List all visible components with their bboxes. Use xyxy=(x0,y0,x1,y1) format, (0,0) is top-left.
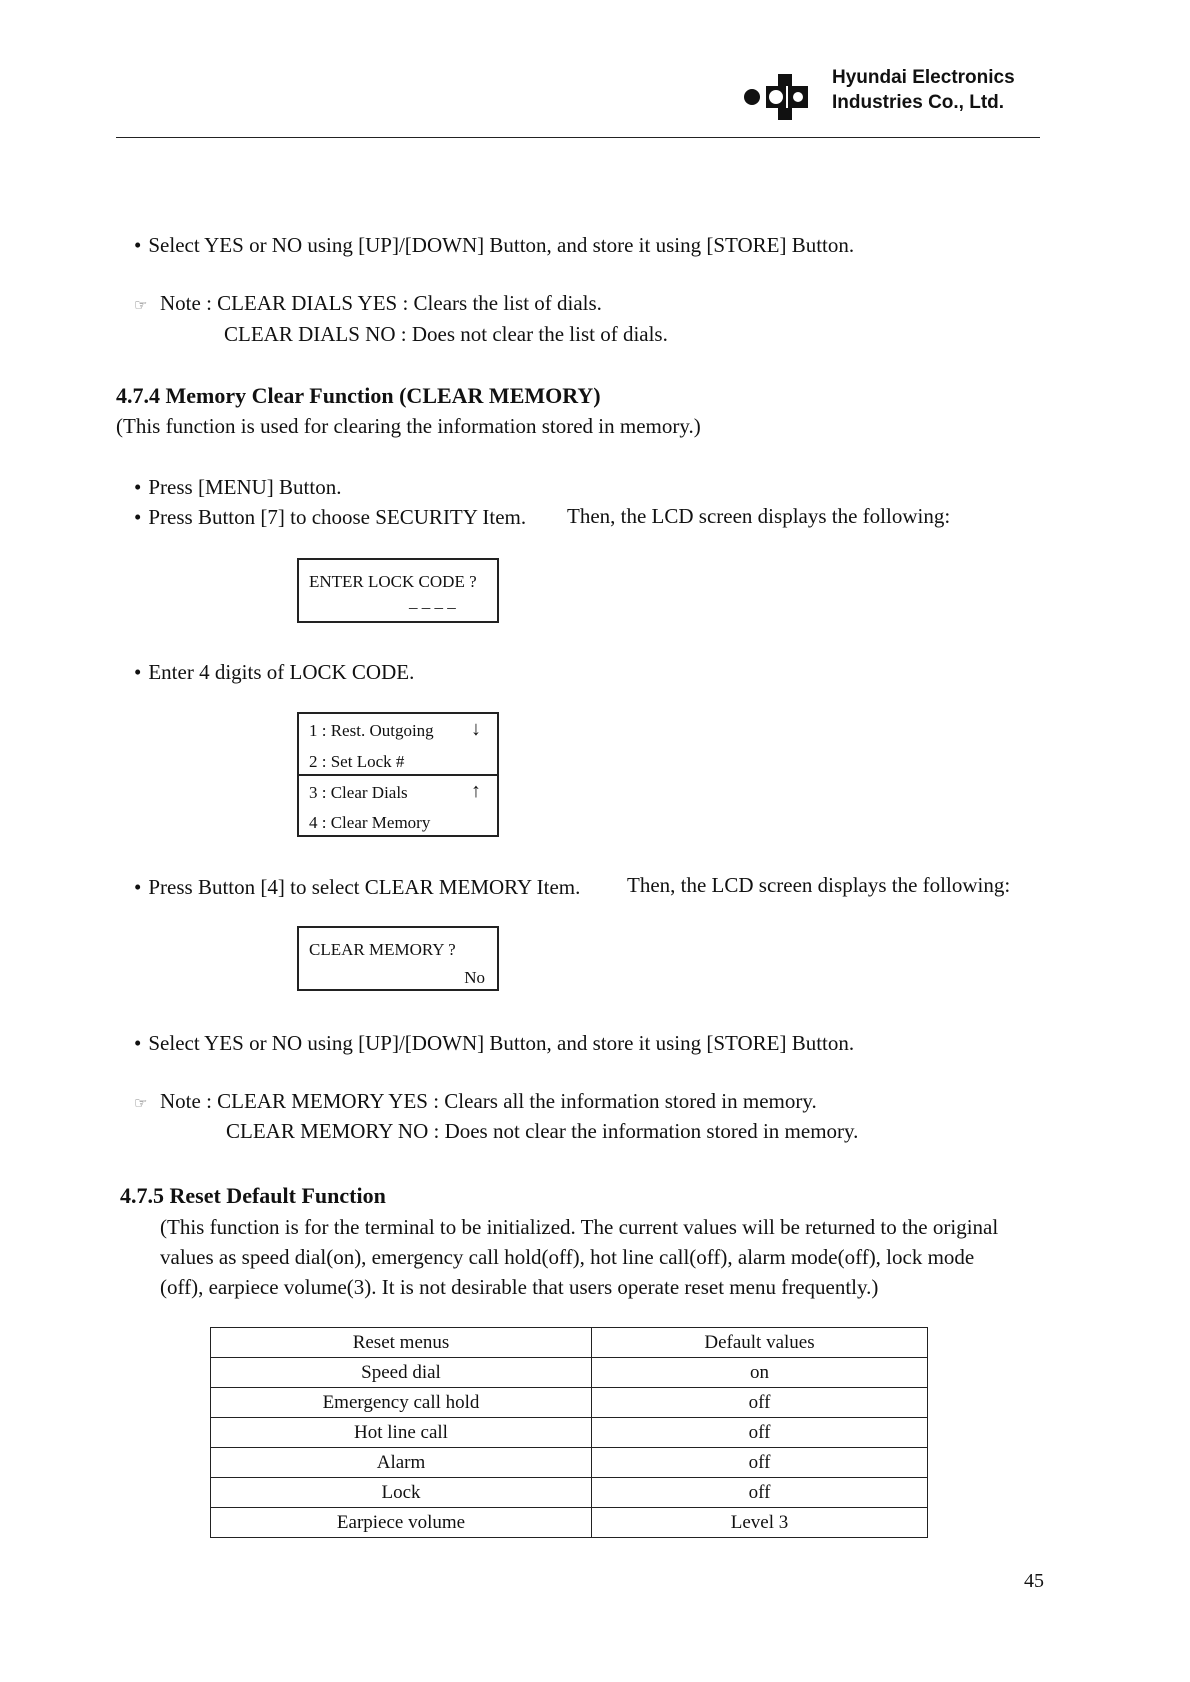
bullet-press-7: • Press Button [7] to choose SECURITY Item. xyxy=(134,504,526,530)
section-475-line1: (This function is for the terminal to be initialized. The current values will be returned to the original xyxy=(160,1215,999,1239)
table-header-default-values: Default values xyxy=(592,1328,928,1358)
pointing-hand-icon: ☞ xyxy=(134,298,148,314)
table-row xyxy=(211,1478,928,1508)
lcd-menu-divider xyxy=(299,774,497,776)
lcd-menu-item-2: 2 : Set Lock # xyxy=(309,752,405,771)
bullet-select-yes-no-dials: • Select YES or NO using [UP]/[DOWN] Button, and store it using [STORE] Button. xyxy=(134,232,854,258)
table-cell-value: off xyxy=(592,1418,928,1448)
note-clear-memory xyxy=(134,1088,817,1117)
lcd-menu-item-4: 4 : Clear Memory xyxy=(309,813,431,832)
table-cell-menu: Earpiece volume xyxy=(211,1508,592,1538)
lcd-security-menu xyxy=(297,712,499,837)
note-clear-dials xyxy=(134,290,602,319)
table-cell-value: Level 3 xyxy=(592,1508,928,1538)
lcd-displays-text-1: Then, the LCD screen displays the following: xyxy=(567,504,951,528)
bullet-press-menu: • Press [MENU] Button. xyxy=(134,474,341,500)
company-name-line1: Hyundai Electronics xyxy=(832,67,1015,88)
lcd-lock-code-placeholder: _ _ _ _ xyxy=(409,592,456,611)
arrow-down-icon: ↓ xyxy=(471,718,481,740)
note-clear-dials-no: CLEAR DIALS NO : Does not clear the list of dials. xyxy=(224,322,668,346)
lcd-clear-memory-value: No xyxy=(464,968,485,987)
note-clear-dials-yes: Note : CLEAR DIALS YES : Clears the list of dials. xyxy=(160,291,602,315)
table-row xyxy=(211,1448,928,1478)
bullet-enter-lock-code: • Enter 4 digits of LOCK CODE. xyxy=(134,659,414,685)
table-row xyxy=(211,1358,928,1388)
reset-defaults-table xyxy=(210,1327,928,1538)
lcd-clear-memory xyxy=(297,926,499,991)
lcd-enter-lock-code-prompt: ENTER LOCK CODE ? xyxy=(309,572,477,591)
table-cell-value: off xyxy=(592,1478,928,1508)
lcd-displays-text-2: Then, the LCD screen displays the following: xyxy=(627,873,1011,897)
table-header-row xyxy=(211,1328,928,1358)
bullet-press-4: • Press Button [4] to select CLEAR MEMORY Item. xyxy=(134,874,580,900)
arrow-up-icon: ↑ xyxy=(471,780,481,802)
note-clear-memory-no: CLEAR MEMORY NO : Does not clear the information stored in memory. xyxy=(226,1119,859,1143)
section-heading-474: 4.7.4 Memory Clear Function (CLEAR MEMORY) xyxy=(116,383,601,408)
table-row xyxy=(211,1508,928,1538)
company-name xyxy=(832,65,1015,115)
company-logo xyxy=(742,66,812,122)
lcd-enter-lock-code xyxy=(297,558,499,623)
table-cell-value: on xyxy=(592,1358,928,1388)
section-475-line3: (off), earpiece volume(3). It is not desirable that users operate reset menu frequently.) xyxy=(160,1275,879,1299)
table-row xyxy=(211,1418,928,1448)
table-cell-menu: Hot line call xyxy=(211,1418,592,1448)
lcd-clear-memory-prompt: CLEAR MEMORY ? xyxy=(309,940,456,959)
section-475-line2: values as speed dial(on), emergency call hold(off), hot line call(off), alarm mode(off), lock mode xyxy=(160,1245,975,1269)
header-divider xyxy=(116,137,1040,138)
page-number: 45 xyxy=(1024,1570,1044,1592)
table-cell-menu: Emergency call hold xyxy=(211,1388,592,1418)
bullet-select-yes-no-memory: • Select YES or NO using [UP]/[DOWN] Button, and store it using [STORE] Button. xyxy=(134,1030,854,1056)
company-name-line2: Industries Co., Ltd. xyxy=(832,92,1005,113)
table-cell-value: off xyxy=(592,1448,928,1478)
pointing-hand-icon: ☞ xyxy=(134,1096,148,1112)
section-475-description xyxy=(160,1212,1048,1302)
section-heading-475: 4.7.5 Reset Default Function xyxy=(120,1183,386,1208)
table-cell-menu: Lock xyxy=(211,1478,592,1508)
table-row xyxy=(211,1388,928,1418)
table-header-reset-menus: Reset menus xyxy=(211,1328,592,1358)
table-cell-menu: Alarm xyxy=(211,1448,592,1478)
section-474-description: (This function is used for clearing the information stored in memory.) xyxy=(116,414,701,438)
lcd-menu-item-1: 1 : Rest. Outgoing xyxy=(309,721,434,740)
lcd-menu-item-3: 3 : Clear Dials xyxy=(309,783,408,802)
table-cell-menu: Speed dial xyxy=(211,1358,592,1388)
table-cell-value: off xyxy=(592,1388,928,1418)
note-clear-memory-yes: Note : CLEAR MEMORY YES : Clears all the information stored in memory. xyxy=(160,1089,817,1113)
